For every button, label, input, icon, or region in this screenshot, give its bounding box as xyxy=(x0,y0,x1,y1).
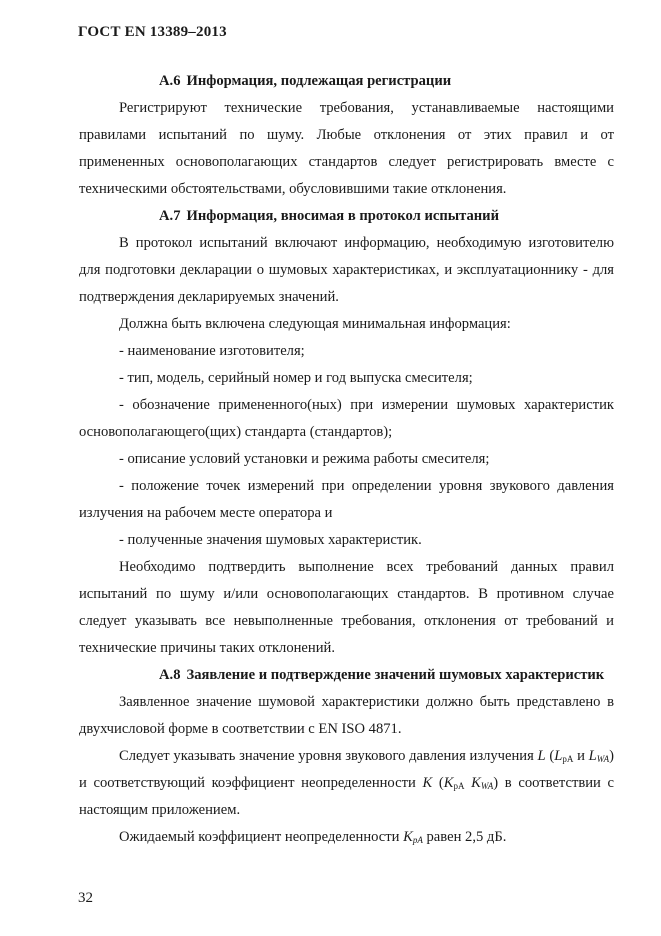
section-title: Заявление и подтверждение значений шумовых характеристик xyxy=(186,667,605,683)
document-header: ГОСТ EN 13389–2013 xyxy=(78,24,227,40)
paragraph: Регистрируют технические требования, устанавливаемые настоящими правилами испытаний по шуму. Любые отклонения от этих правил и от примененных основополагающих стандартов следует регистрировать вместе с техническими обстоятельствами, обусловившими такие отклонения. xyxy=(79,100,614,197)
symbol-K: K xyxy=(403,829,413,845)
symbol-Kp: K xyxy=(443,775,454,791)
paragraph: Заявленное значение шумовой характеристики должно быть представлено в двухчисловой форме в соответствии с EN ISO 4871. xyxy=(79,694,614,737)
document-body xyxy=(79,68,614,851)
symbol-LW: L xyxy=(588,748,597,764)
paragraph-formula: Следует указывать значение уровня звукового давления излучения L ($L_{pA}$ и $L_{WA}$) и соответствующий коэффициент неопределенности K ($K_{pA}$ $K_{WA}$) в соответствии с настоящим приложением. xyxy=(79,748,614,818)
paragraph-formula: Ожидаемый коэффициент неопределенности $K_{pA}$ равен 2,5 дБ. xyxy=(119,829,507,845)
section-number: А.7 xyxy=(159,208,181,224)
list-item: - наименование изготовителя; xyxy=(119,343,305,359)
list-item: - описание условий установки и режима работы смесителя; xyxy=(119,451,490,467)
section-heading-a7 xyxy=(79,203,614,230)
symbol-K: K xyxy=(422,775,433,791)
list-item: - тип, модель, серийный номер и год выпуска смесителя; xyxy=(119,370,473,386)
section-heading-a6 xyxy=(79,68,614,95)
section-title: Информация, вносимая в протокол испытаний xyxy=(186,208,499,224)
page-number: 32 xyxy=(78,890,93,906)
list-item: - полученные значения шумовых характеристик. xyxy=(119,532,422,548)
paragraph: Необходимо подтвердить выполнение всех требований данных правил испытаний по шуму и/или основополагающих стандартов. В противном случае следует указывать все невыполненные требования, отклонения от требований и технические причины таких отклонений. xyxy=(79,559,614,656)
section-heading-a8 xyxy=(79,662,614,689)
section-title: Информация, подлежащая регистрации xyxy=(186,73,452,89)
section-number: А.6 xyxy=(159,73,181,89)
list-item: - обозначение примененного(ных) при измерении шумовых характеристик основополагающего(щих) стандарта (стандартов); xyxy=(79,397,614,440)
list-item: - положение точек измерений при определении уровня звукового давления излучения на рабочем месте оператора и xyxy=(79,478,614,521)
section-number: А.8 xyxy=(159,667,181,683)
paragraph: В протокол испытаний включают информацию, необходимую изготовителю для подготовки декларации о шумовых характеристиках, и эксплуатационнику - для подтверждения декларируемых значений. xyxy=(79,235,614,305)
symbol-Lp: L xyxy=(554,748,563,764)
paragraph: Должна быть включена следующая минимальная информация: xyxy=(119,316,511,332)
symbol-L: L xyxy=(537,748,546,764)
symbol-KW: K xyxy=(471,775,481,791)
